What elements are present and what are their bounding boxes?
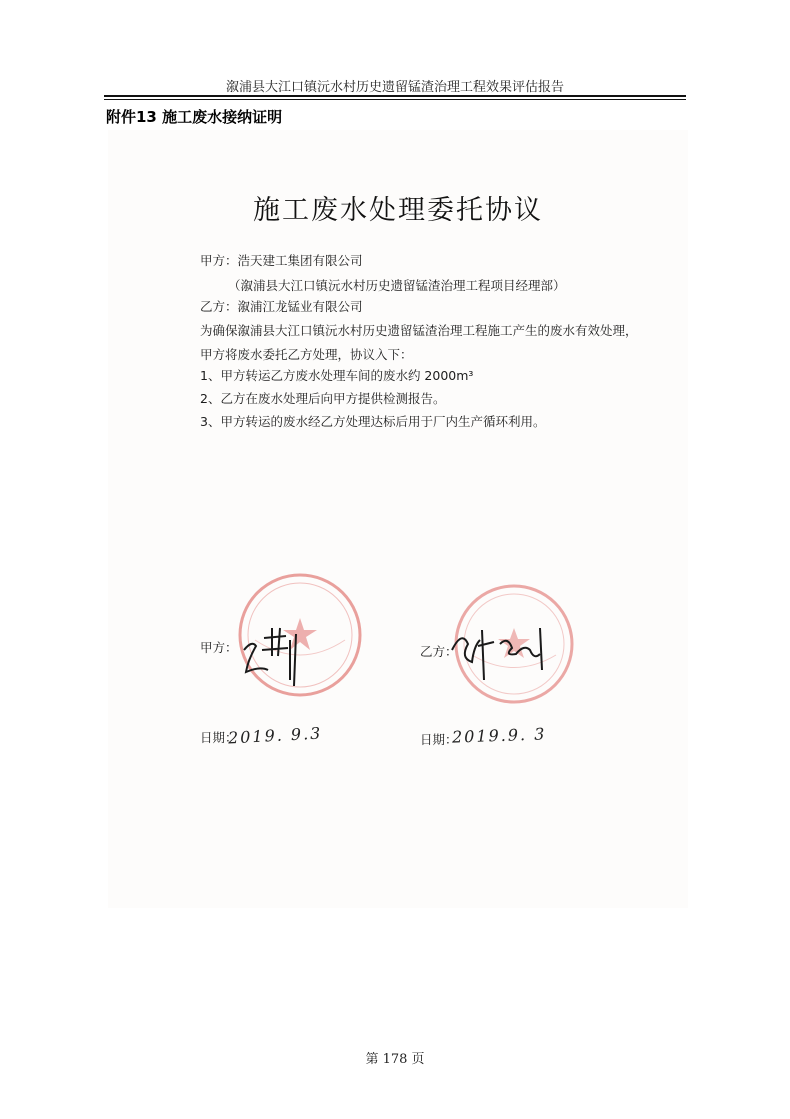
clause-1: 1、甲方转运乙方废水处理车间的废水约 2000m³ xyxy=(200,368,474,383)
party-a-date-label: 日期： xyxy=(200,730,238,745)
page-number: 第 178 页 xyxy=(365,1052,425,1067)
party-a-sign-label: 甲方： xyxy=(200,640,238,655)
party-a-date-value: 2019. 9.3 xyxy=(227,723,323,748)
agreement-intro-line: 甲方将废水委托乙方处理，协议入下： xyxy=(200,347,413,362)
clause-3: 3、甲方转运的废水经乙方处理达标后用于厂内生产循环利用。 xyxy=(200,414,546,429)
clause-2: 2、乙方在废水处理后向甲方提供检测报告。 xyxy=(200,391,446,406)
purpose-line: 为确保溆浦县大江口镇沅水村历史遗留锰渣治理工程施工产生的废水有效处理， xyxy=(200,323,638,338)
agreement-heading: 施工废水处理委托协议 xyxy=(253,195,543,226)
scanned-document xyxy=(108,130,688,908)
attachment-title: 附件13 施工废水接纳证明 xyxy=(106,108,283,126)
party-b-sign-label: 乙方： xyxy=(420,644,458,659)
project-department-line: （溆浦县大江口镇沅水村历史遗留锰渣治理工程项目经理部） xyxy=(228,278,566,293)
party-b-date-label: 日期： xyxy=(420,732,458,747)
party-b-signature xyxy=(444,610,554,690)
party-a-signature xyxy=(238,620,308,690)
header-rule-thin xyxy=(104,99,686,100)
party-a-line: 甲方：浩天建工集团有限公司 xyxy=(200,253,363,268)
header-rule xyxy=(104,95,686,97)
party-b-date-value: 2019.9. 3 xyxy=(451,724,547,747)
party-b-line: 乙方：溆浦江龙锰业有限公司 xyxy=(200,299,363,314)
running-header: 溆浦县大江口镇沅水村历史遗留锰渣治理工程效果评估报告 xyxy=(225,80,564,95)
